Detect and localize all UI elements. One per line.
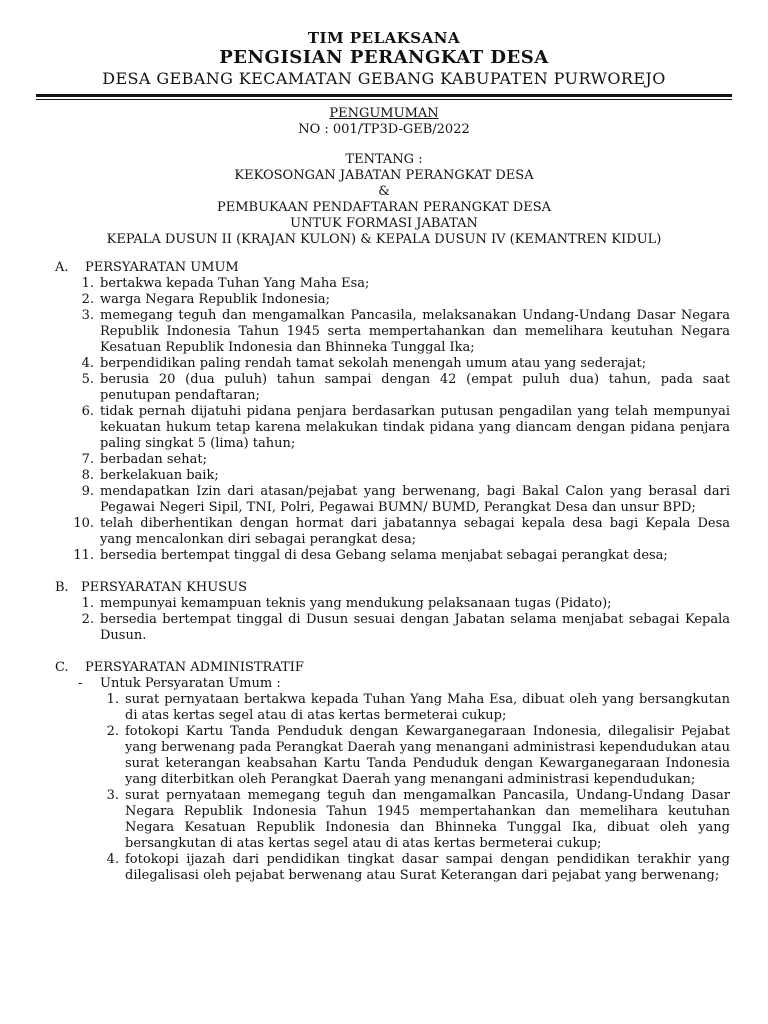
list-item — [106, 692, 730, 724]
list-item — [81, 356, 730, 372]
item-number: 5. — [81, 372, 94, 387]
header-village: DESA GEBANG KECAMATAN GEBANG KABUPATEN PURWOREJO — [102, 69, 666, 88]
item-text: berpendidikan paling rendah tamat sekolah menengah umum atau yang sederajat; — [100, 356, 647, 371]
item-number: 1. — [81, 276, 94, 291]
section-a-list — [0, 276, 768, 564]
subject-line: TENTANG : — [345, 152, 423, 167]
header-team: TIM PELAKSANA — [307, 29, 461, 47]
list-item — [81, 276, 730, 292]
subject-line: KEKOSONGAN JABATAN PERANGKAT DESA — [234, 168, 534, 183]
item-number: 1. — [81, 596, 94, 611]
item-number: 1. — [106, 692, 119, 707]
list-item — [106, 852, 730, 884]
section-b-heading — [55, 580, 768, 596]
item-text: memegang teguh dan mengamalkan Pancasila, melaksanakan Undang-Undang Dasar Negara Republik Indonesia Tahun 1945 serta mempertahankan dan memelihara keutuhan Negara Kesatuan Republik Indonesia dan Bhinneka Tunggal Ika; — [100, 308, 730, 355]
section-title: PERSYARATAN UMUM — [85, 260, 239, 275]
header-rule-thin — [36, 99, 732, 100]
item-text: mempunyai kemampuan teknis yang mendukung pelaksanaan tugas (Pidato); — [100, 596, 612, 611]
list-item — [73, 516, 730, 548]
section-title: PERSYARATAN ADMINISTRATIF — [85, 660, 304, 675]
section-title: PERSYARATAN KHUSUS — [81, 580, 247, 595]
item-text: mendapatkan Izin dari atasan/pejabat yang berwenang, bagi Bakal Calon yang berasal dari Pegawai Negeri Sipil, TNI, Polri, Pegawai BUMN/ BUMD, Perangkat Desa dan unsur BPD; — [100, 484, 730, 515]
item-number: 2. — [81, 292, 94, 307]
subject-block — [0, 152, 768, 248]
section-label: A. — [55, 260, 69, 275]
item-number: 4. — [106, 852, 119, 867]
section-c-subheading — [78, 676, 768, 692]
list-item — [81, 596, 730, 612]
item-text: berkelakuan baik; — [100, 468, 219, 483]
header-rule-thick — [36, 94, 732, 97]
list-item — [106, 788, 730, 852]
item-text: bertakwa kepada Tuhan Yang Maha Esa; — [100, 276, 370, 291]
item-number: 9. — [81, 484, 94, 499]
item-text: surat pernyataan bertakwa kepada Tuhan Yang Maha Esa, dibuat oleh yang bersangkutan di atas kertas segel atau di atas kertas bermeterai cukup; — [125, 692, 730, 723]
item-number: 4. — [81, 356, 94, 371]
list-item — [81, 612, 730, 644]
list-item — [106, 724, 730, 788]
item-text: tidak pernah dijatuhi pidana penjara berdasarkan putusan pengadilan yang telah mempunyai kekuatan hukum tetap karena melakukan tindak pidana yang diancam dengan pidana penjara paling singkat 5 (lima) tahun; — [100, 404, 730, 451]
announcement-number: NO : 001/TP3D-GEB/2022 — [298, 122, 470, 137]
subject-line: KEPALA DUSUN II (KRAJAN KULON) & KEPALA DUSUN IV (KEMANTREN KIDUL) — [106, 232, 662, 247]
section-label: C. — [55, 660, 69, 675]
item-number: 3. — [81, 308, 94, 323]
item-text: fotokopi ijazah dari pendidikan tingkat dasar sampai dengan pendidikan terakhir yang dilegalisasi oleh pejabat berwenang atau Surat Keterangan dari pejabat yang berwenang; — [125, 852, 730, 883]
dash-bullet: - — [78, 676, 83, 691]
announcement-block — [0, 106, 768, 138]
list-item — [81, 452, 730, 468]
list-item — [81, 468, 730, 484]
list-item — [73, 548, 730, 564]
item-text: berbadan sehat; — [100, 452, 207, 467]
item-number: 2. — [106, 724, 119, 739]
item-text: warga Negara Republik Indonesia; — [100, 292, 331, 307]
section-a-heading — [55, 260, 768, 276]
item-number: 6. — [81, 404, 94, 419]
section-label: B. — [55, 580, 69, 595]
list-item — [81, 484, 730, 516]
sub-title: Untuk Persyaratan Umum : — [100, 676, 281, 691]
item-text: telah diberhentikan dengan hormat dari jabatannya sebagai kepala desa bagi Kepala Desa yang mencalonkan diri sebagai perangkat desa; — [100, 516, 730, 547]
item-number: 2. — [81, 612, 94, 627]
item-text: fotokopi Kartu Tanda Penduduk dengan Kewarganegaraan Indonesia, dilegalisir Pejabat yang berwenang pada Perangkat Daerah yang menangani administrasi kependudukan atau surat keterangan keabsahan Kartu Tanda Penduduk dengan Kewarganegaraan Indonesia yang diterbitkan oleh Perangkat Daerah yang menangani administrasi kependudukan; — [125, 724, 730, 787]
item-text: bersedia bertempat tinggal di Dusun sesuai dengan Jabatan selama menjabat sebagai Kepala Dusun. — [100, 612, 730, 643]
item-number: 7. — [81, 452, 94, 467]
spacer — [0, 644, 768, 660]
item-number: 11. — [73, 548, 94, 563]
section-c-heading — [55, 660, 768, 676]
section-b-list — [0, 596, 768, 644]
item-text: bersedia bertempat tinggal di desa Gebang selama menjabat sebagai perangkat desa; — [100, 548, 668, 563]
announcement-title: PENGUMUMAN — [329, 106, 439, 121]
list-item — [81, 308, 730, 356]
document-body — [0, 260, 768, 884]
item-text: berusia 20 (dua puluh) tahun sampai dengan 42 (empat puluh dua) tahun, pada saat penutupan pendaftaran; — [100, 372, 730, 403]
subject-line: PEMBUKAAN PENDAFTARAN PERANGKAT DESA — [216, 200, 552, 215]
spacer — [0, 564, 768, 580]
list-item — [81, 404, 730, 452]
subject-line: & — [378, 184, 390, 199]
item-number: 8. — [81, 468, 94, 483]
subject-line: UNTUK FORMASI JABATAN — [290, 216, 478, 231]
list-item — [81, 292, 730, 308]
header-title: PENGISIAN PERANGKAT DESA — [219, 47, 549, 68]
item-number: 10. — [73, 516, 94, 531]
item-number: 3. — [106, 788, 119, 803]
section-c-list — [0, 692, 768, 884]
list-item — [81, 372, 730, 404]
item-text: surat pernyataan memegang teguh dan mengamalkan Pancasila, Undang-Undang Dasar Negara Republik Indonesia Tahun 1945 mempertahankan dan memelihara keutuhan Negara Kesatuan Republik Indonesia dan Bhinneka Tunggal Ika, dibuat oleh yang bersangkutan di atas kertas segel atau di atas kertas bermeterai cukup; — [125, 788, 730, 851]
